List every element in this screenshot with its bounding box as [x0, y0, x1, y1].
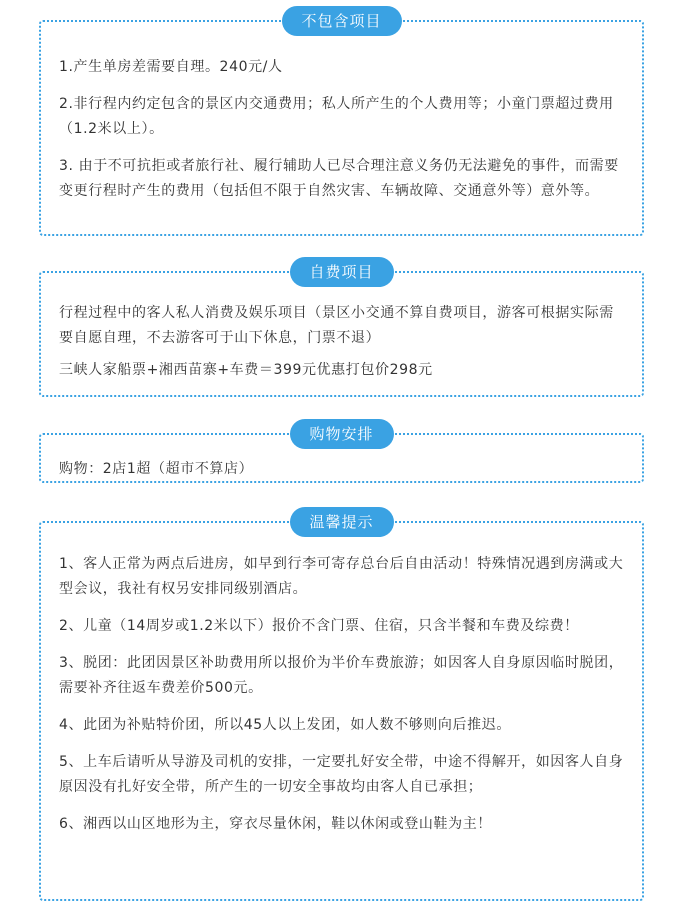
shopping-section [39, 425, 644, 483]
excluded-items-section [39, 12, 644, 236]
self-paid-section [39, 263, 644, 397]
section-title: 购物安排 [289, 419, 393, 449]
self-paid-item-2: 三峡人家船票+湘西苗寨+车费＝399元优惠打包价298元 [59, 362, 433, 378]
tip-item-4: 4、此团为补贴特价团，所以45人以上发团，如人数不够则向后推迟。 [59, 717, 511, 733]
tip-item-2: 2、儿童（14周岁或1.2米以下）报价不含门票、住宿，只含半餐和车费及综费！ [59, 618, 579, 634]
excluded-item-2: 2.非行程内约定包含的景区内交通费用；私人所产生的个人费用等；小童门票超过费用（1.2米以上）。 [59, 96, 614, 137]
excluded-item-1: 1.产生单房差需要自理。240元/人 [59, 59, 283, 75]
excluded-item-3: 3. 由于不可抗拒或者旅行社、履行辅助人已尽合理注意义务仍无法避免的事件，而需要变更行程时产生的费用（包括但不限于自然灾害、车辆故障、交通意外等）意外等。 [59, 158, 619, 199]
section-title: 温馨提示 [289, 507, 393, 537]
tip-item-1: 1、客人正常为两点后进房，如早到行李可寄存总台后自由活动！特殊情况遇到房满或大型会议，我社有权另安排同级别酒店。 [59, 556, 624, 597]
section-title: 自费项目 [289, 257, 393, 287]
shopping-item-1: 购物：2店1超（超市不算店） [59, 461, 254, 477]
tip-item-5: 5、上车后请听从导游及司机的安排，一定要扎好安全带，中途不得解开，如因客人自身原因没有扎好安全带，所产生的一切安全事故均由客人自已承担； [59, 754, 624, 795]
tip-item-6: 6、湘西以山区地形为主，穿衣尽量休闲，鞋以休闲或登山鞋为主！ [59, 816, 492, 832]
section-title: 不包含项目 [281, 6, 401, 36]
tips-section [39, 513, 644, 901]
self-paid-item-1: 行程过程中的客人私人消费及娱乐项目（景区小交通不算自费项目，游客可根据实际需要自愿自理，不去游客可于山下休息，门票不退） [59, 305, 614, 346]
tip-item-3: 3、脱团：此团因景区补助费用所以报价为半价车费旅游；如因客人自身原因临时脱团，需要补齐往返车费差价500元。 [59, 655, 624, 696]
